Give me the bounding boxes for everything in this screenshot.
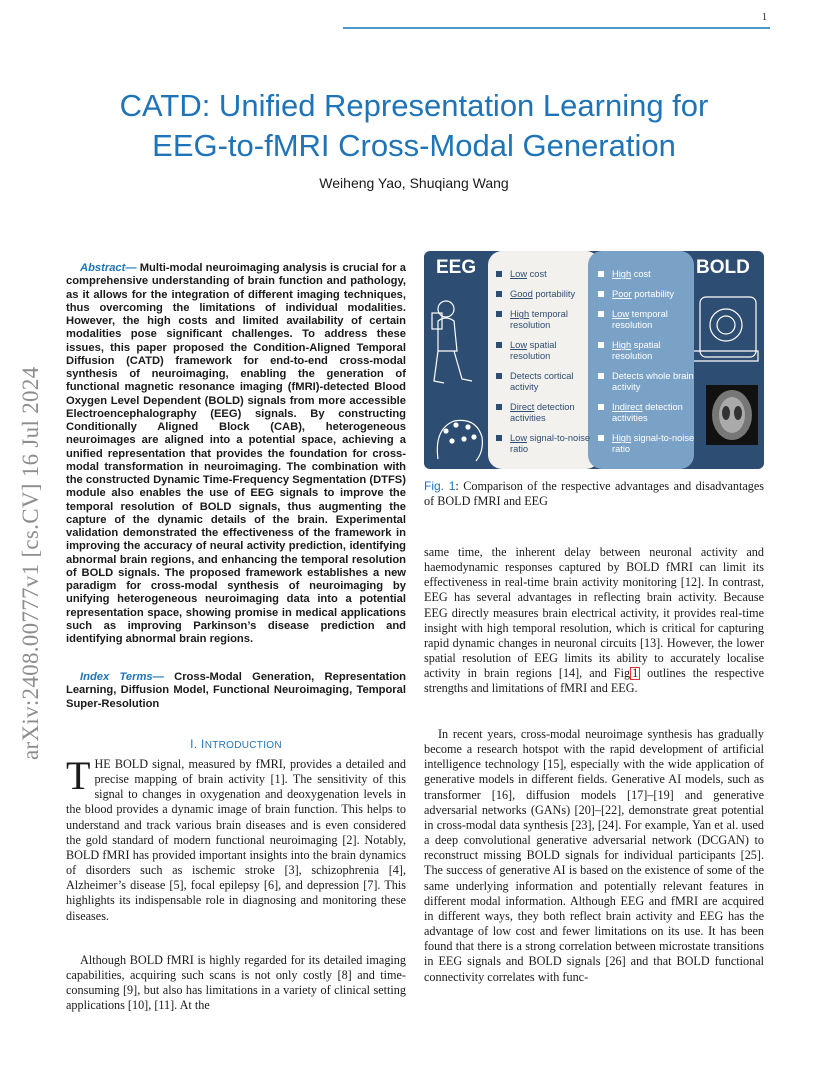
eeg-label: EEG: [436, 257, 477, 278]
brain-scan-illustration: [706, 385, 758, 445]
bullet-square-icon: [598, 271, 604, 277]
figure-caption-text: : Comparison of the respective advantages and disadvantages of BOLD fMRI and EEG: [424, 479, 764, 509]
index-terms: [66, 671, 406, 711]
section-heading: [66, 737, 406, 751]
eeg-subject-illustration: [432, 301, 472, 383]
intro-paragraph-2: Although BOLD fMRI is highly regarded for its detailed imaging capabilities, acquiring such scans is not only costly [8] and time-consuming [9], but also has limitations in a variety of clinical setting applications [10], [11]. At the: [66, 953, 406, 1013]
bullet-square-icon: [598, 435, 604, 441]
right-p1-text: same time, the inherent delay between neuronal activity and haemodynamic responses captured by BOLD fMRI can limit its effectiveness in real-time brain activity monitoring [12]. In contrast, EEG has several advantages in reflecting brain activity. Because EEG directly measures brain electrical activity, it provides real-time insight with high temporal resolution, which is critical for capturing rapid dynamic changes in neuronal circuits [13]. However, the lower spatial resolution of EEG limits its ability to accurately localise activity in brain regions [14], and Fig: [424, 545, 764, 681]
abstract-text: Multi-modal neuroimaging analysis is crucial for a comprehensive understanding of brain function and pathology, as it allows for the integration of different imaging techniques, thus overcoming the limitations of individual modalities. However, the high costs and limited availability of certain modalities pose significant challenges. To address these issues, this paper proposed the Condition-Aligned Temporal Diffusion (CATD) framework for end-to-end cross-modal synthesis of neuroimaging, enabling the generation of functional magnetic resonance imaging (fMRI)-detected Blood Oxygen Level Dependent (BOLD) signals from more accessible Electroencephalography (EEG) signals. By constructing Conditionally Aligned Block (CAB), heterogeneous neuroimages are aligned into a potential space, achieving a unified representation that provides the foundation for cross-modal transformation in neuroimaging. The combination with the constructed Dynamic Time-Frequency Segmentation (DTFS) module also enables the use of EEG signals to improve the temporal resolution of BOLD signals, thus augmenting the capture of the dynamic details of the brain. Experimental validation demonstrated the effectiveness of the framework in improving the accuracy of neural activity prediction, identifying abnormal brain regions, and enhancing the temporal resolution of BOLD signals. The proposed framework establishes a new paradigm for cross-modal synthesis of neuroimaging by unifying heterogeneous neuroimaging data into a potential representation space, showing promise in medical applications such as improving Parkinson’s disease prediction and identifying abnormal brain regions.: [66, 262, 407, 645]
abstract-label: Abstract—: [80, 262, 137, 274]
bullet-square-icon: [598, 291, 604, 297]
intro-paragraph-1: [66, 753, 406, 924]
bullet-square-icon: [496, 342, 502, 348]
index-terms-label: Index Terms—: [80, 671, 164, 683]
header-rule: [343, 27, 770, 29]
title-line-2: EEG-to-fMRI Cross-Modal Generation: [152, 128, 676, 163]
section-rest: NTRODUCTION: [204, 740, 282, 751]
arxiv-stamp: arXiv:2408.00777v1 [cs.CV] 16 Jul 2024: [18, 366, 43, 760]
bullet-square-icon: [496, 311, 502, 317]
authors: Weiheng Yao, Shuqiang Wang: [319, 175, 509, 191]
bullet-square-icon: [598, 311, 604, 317]
bullet-square-icon: [496, 291, 502, 297]
bold-label: BOLD: [696, 257, 750, 278]
abstract: [66, 262, 406, 646]
right-paragraph-2: In recent years, cross-modal neuroimage synthesis has gradually become a research hotspot with the rapid development of artificial intelligence technology [15], especially with the wide application of generative models in different fields. Generative AI models, such as transformer [16], diffusion models [17]–[19] and generative adversarial networks (GANs) [20]–[22], demonstrate great potential in cross-modal data synthesis [23], [24]. For example, Yan et al. used a deep convolutional generative adversarial network (DCGAN) to reconstruct missing BOLD signals for individual participants [25]. The success of generative AI is based on the existence of some of the same underlying information and potentially relevant features in different modal information. Although EEG and fMRI are acquired in different ways, they both reflect brain activity and EEG has the advantage of low cost and fewer limitations on its use. It has been found that there is a strong correlation between microstate transitions in EEG signals and BOLD signals [26] and that BOLD functional connectivity correlates with func-: [424, 727, 764, 984]
bullet-square-icon: [598, 373, 604, 379]
index-terms-text: Cross-Modal Generation, Representation Learning, Diffusion Model, Functional Neuroimaging, Temporal Super-Resolution: [66, 671, 406, 710]
section-numeral: I.: [190, 737, 198, 751]
right-p1-tail: outlines the respective strengths and limitations of fMRI and EEG.: [424, 666, 764, 696]
bullet-square-icon: [598, 342, 604, 348]
figure-reference-link[interactable]: 1: [632, 666, 639, 681]
figure-caption-label[interactable]: Fig. 1: [424, 479, 456, 493]
paper-title: [60, 86, 768, 166]
bullet-square-icon: [496, 404, 502, 410]
bullet-square-icon: [496, 373, 502, 379]
figure-1: EEG BOLD Low cost Good portability High temporal resolution Low spatial resolution Detects cortical activity Direct detection activities Low signal-to-noise ratio High cost Poor portability Low temporal resolution High spatial resolution Detects whole brain activity Indirect detection activities High signal-to-noise ratio: [424, 251, 764, 469]
page-number: 1: [762, 12, 767, 23]
intro-p1-text: HE BOLD signal, measured by fMRI, provides a detailed and precise mapping of brain activity [1]. The sensitivity of this signal to changes in oxygenation and deoxygenation levels in the blood provides a dynamic image of brain function. This helps to understand and track various brain diseases and is even considered the gold standard of modern functional neuroimaging [2]. Notably, BOLD fMRI has provided important insights into the brain dynamics of disorders such as ischemic stroke [3], schizophrenia [4], Alzheimer’s disease [5], focal epilepsy [6], and depression [7]. This highlights its indispensable role in diagnosing and monitoring these diseases.: [66, 757, 406, 923]
drop-cap: T: [66, 753, 91, 798]
figure-caption: [424, 479, 764, 509]
section-first-letter: I: [201, 737, 205, 751]
bullet-square-icon: [598, 404, 604, 410]
right-paragraph-1: [424, 545, 764, 697]
bullet-square-icon: [496, 271, 502, 277]
eeg-head-illustration: [437, 420, 482, 461]
title-line-1: CATD: Unified Representation Learning for: [119, 88, 709, 123]
bullet-square-icon: [496, 435, 502, 441]
